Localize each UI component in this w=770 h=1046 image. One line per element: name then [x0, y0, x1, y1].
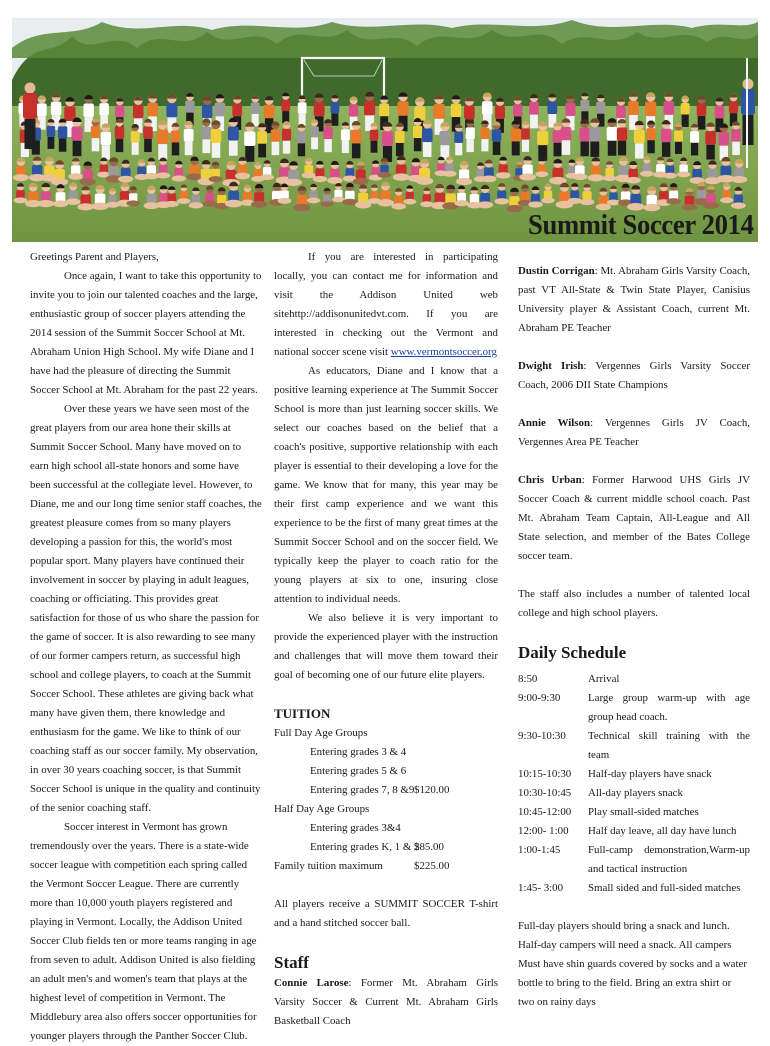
player-figure	[521, 121, 530, 152]
player-figure	[184, 121, 194, 155]
coach-description: : Former Mt. Abraham Girls Varsity Soccer & Current Mt. Abraham Girls Basketball Coach	[274, 977, 498, 1027]
player-figure	[47, 119, 56, 149]
player-figure	[634, 121, 645, 159]
player-figure	[454, 124, 463, 155]
player-figure	[115, 119, 124, 152]
tuition-row	[274, 743, 498, 762]
player-figure	[731, 121, 741, 155]
player-figure	[171, 123, 180, 156]
letter-paragraph-1: Once again, I want to take this opportunity to invite you to join our talented coaches and the large, enthusiastic group of soccer players attending the 2014 session of the Summit Soccer School at Mt. Abraham Union High School. My wife Diane and I have had the pleasure of directing the Summit Soccer School at Mt. Abraham for the past 22 years.	[30, 270, 262, 396]
player-figure	[481, 120, 490, 151]
tuition-row	[274, 724, 498, 743]
player-figure	[690, 124, 699, 156]
tuition-label: Half Day Age Groups	[274, 803, 370, 815]
player-figure	[511, 120, 521, 155]
spacer	[518, 623, 750, 642]
player-figure	[382, 122, 393, 162]
player-figure	[185, 93, 194, 126]
player-figure	[719, 123, 730, 160]
tuition-label: Entering grades 7, 8 &9	[310, 784, 415, 796]
tuition-amount: $120.00	[414, 784, 450, 796]
player-figure	[271, 122, 281, 156]
staff-column	[518, 262, 750, 1012]
schedule-activity: Arrival	[588, 673, 620, 685]
player-figure	[561, 118, 571, 155]
player-figure	[244, 122, 255, 162]
spacer	[518, 395, 750, 414]
player-figure	[310, 119, 319, 149]
player-figure	[579, 119, 589, 156]
player-figure	[323, 119, 332, 152]
coach-description: : Vergennes Girls Varsity Soccer Coach, 2006 DII State Champions	[518, 360, 751, 391]
contact-text: If you are interested in participating locally, you can contact me for information and visit the Addison United web sitehttp://addisonunitedvt.com. If you are interested in checking out the Vermont and national soccer scene visit	[274, 251, 498, 358]
player-figure	[589, 118, 600, 157]
elite-paragraph: We also believe it is very important to provide the experienced player with the instruction and challenges that will move them toward their goal of becoming one of our future elite players.	[274, 612, 498, 681]
player-figure	[99, 95, 108, 128]
schedule-time: 10:15-10:30	[518, 768, 572, 780]
schedule-time: 9:30-10:30	[518, 730, 566, 742]
coach-name: Dwight Irish	[518, 360, 584, 372]
player-figure	[157, 120, 168, 159]
tuition-label: Entering grades K, 1 & 2	[310, 841, 420, 853]
letter-column	[30, 248, 262, 1046]
schedule-time: 9:00-9:30	[518, 692, 561, 704]
tuition-label: Family tuition maximum	[274, 860, 383, 872]
player-figure	[674, 123, 683, 154]
player-figure	[330, 95, 339, 126]
player-figure	[211, 120, 222, 158]
player-figure	[251, 95, 260, 126]
schedule-time: 10:45-12:00	[518, 806, 572, 818]
camp-notes: Full-day players should bring a snack and lunch. Half-day campers will need a snack. All campers Must have shin guards covered by socks and a water bottle to bring to the field. Bring an extra shirt or two on rainy days	[518, 920, 747, 1008]
educators-paragraph: As educators, Diane and I know that a positive learning experience at The Summit Soccer School is more than just learning soccer skills. We select our coaches based on the belief that a coach's positive, supportive relationship with each player is essential to their developing a love for the game. We know that for many, this year may be their first camp experience and we want this experience to be the first of many great times at the Summit Soccer School and on the soccer field. We typically keep the player to coach ratio for the young players at six to one, insuring close attention to individual needs.	[274, 365, 498, 605]
tuition-label: Full Day Age Groups	[274, 727, 368, 739]
player-figure	[228, 118, 239, 156]
player-figure	[131, 124, 140, 155]
tuition-row	[274, 781, 498, 800]
player-figure	[143, 119, 152, 152]
schedule-activity: Large group warm-up with age group head coach.	[588, 692, 750, 723]
coach-entry	[518, 357, 750, 395]
tuition-row	[274, 762, 498, 781]
schedule-time: 8:50	[518, 673, 538, 685]
letter-greeting: Greetings Parent and Players,	[30, 251, 159, 263]
player-figure	[548, 93, 558, 127]
player-figure	[281, 93, 290, 124]
tuition-label: Entering grades 3&4	[310, 822, 401, 834]
player-figure	[537, 122, 548, 161]
player-figure	[492, 122, 501, 155]
coach-name: Dustin Corrigan	[518, 265, 595, 277]
tuition-row	[274, 857, 498, 876]
schedule-table	[518, 670, 750, 898]
player-figure	[439, 122, 450, 161]
player-figure	[257, 123, 267, 157]
player-figure	[370, 123, 379, 153]
tuition-note: All players receive a SUMMIT SOCCER T-shirt and a hand stitched soccer ball.	[274, 898, 498, 929]
player-figure	[553, 122, 563, 156]
schedule-row	[518, 689, 750, 727]
schedule-activity: Small sided and full-sided matches	[588, 882, 741, 894]
schedule-activity: Technical skill training with the team	[588, 730, 750, 761]
tuition-label: Entering grades 3 & 4	[310, 746, 407, 758]
player-figure	[282, 121, 291, 153]
player-figure	[646, 120, 655, 153]
tuition-amount: $85.00	[414, 841, 444, 853]
schedule-time: 1:00-1:45	[518, 844, 561, 856]
player-figure	[298, 95, 307, 125]
spacer	[274, 685, 498, 704]
player-figure	[413, 118, 422, 151]
tuition-amount: $225.00	[414, 860, 450, 872]
player-figure	[58, 119, 67, 152]
player-figure	[422, 120, 433, 157]
spacer	[518, 452, 750, 471]
staff-heading: Staff	[274, 953, 309, 972]
player-figure	[101, 123, 111, 159]
player-figure	[466, 120, 475, 152]
player-figure	[661, 120, 671, 157]
schedule-row	[518, 879, 750, 898]
letter-paragraph-3: Soccer interest in Vermont has grown tremendously over the years. There is a state-wide soccer league with competition each spring called the Vermont Soccer League. There are currently more than 10,000 youth players registered and playing in Vermont. Locally, the Addison United Soccer Club fields ten or more teams ranging in age from seven to adult. Addison United is also fielding an adult men's and women's team that plays at the highest level of competition in Vermont. The Middlebury area also offers soccer opportunities for younger players through the Panther Soccer Club.	[30, 821, 257, 1042]
schedule-row	[518, 727, 750, 765]
player-figure	[91, 118, 100, 151]
page-title: Summit Soccer 2014	[528, 209, 754, 241]
schedule-time: 1:45- 3:00	[518, 882, 564, 894]
spacer	[518, 338, 750, 357]
coach-name: Annie Wilson	[518, 417, 591, 429]
schedule-activity: Play small-sided matches	[588, 806, 699, 818]
coach-description: : Vergennes Girls JV Coach, Vergennes Area PE Teacher	[518, 417, 750, 448]
coach-entry	[518, 414, 750, 452]
player-figure	[705, 122, 716, 159]
player-figure	[297, 124, 306, 156]
schedule-row	[518, 841, 750, 879]
spacer	[274, 876, 498, 895]
schedule-activity: All-day players snack	[588, 787, 683, 799]
info-column	[274, 248, 498, 1031]
schedule-time: 12:00- 1:00	[518, 825, 569, 837]
tuition-row	[274, 838, 498, 857]
coach-entry	[518, 471, 750, 566]
schedule-row	[518, 784, 750, 803]
coach-description: : Former Harwood UHS Girls JV Soccer Coach & current middle school coach. Past Mt. Abraham Team Captain, All-League and All State selection, and member of the Bates College soccer team.	[518, 474, 750, 562]
spacer	[518, 566, 750, 585]
player-figure	[729, 94, 738, 126]
player-figure	[71, 117, 82, 156]
coach-name: Chris Urban	[518, 474, 582, 486]
coach-entry	[518, 262, 750, 338]
tuition-heading: TUITION	[274, 706, 331, 721]
tuition-table	[274, 724, 498, 876]
player-figure	[607, 118, 618, 156]
player-figure	[681, 96, 690, 127]
schedule-activity: Half-day players have snack	[588, 768, 712, 780]
coach-list	[518, 262, 750, 585]
tuition-row	[274, 800, 498, 819]
schedule-activity: Half day leave, all day have lunch	[588, 825, 737, 837]
staff-note: The staff also includes a number of talented local college and high school players.	[518, 588, 750, 619]
coach-description: : Mt. Abraham Girls Varsity Coach, past VT All-State & Twin State Player, Canisius University player & Assistant Coach, current Mt. Abraham PE Teacher	[518, 265, 750, 334]
spacer	[518, 898, 750, 917]
schedule-row	[518, 765, 750, 784]
schedule-heading: Daily Schedule	[518, 643, 627, 662]
schedule-row	[518, 822, 750, 841]
player-figure	[201, 118, 211, 153]
tuition-label: Entering grades 5 & 6	[310, 765, 407, 777]
player-figure	[341, 122, 350, 153]
schedule-time: 10:30-10:45	[518, 787, 572, 799]
spacer	[274, 933, 498, 952]
player-figure	[580, 92, 589, 123]
player-figure	[617, 119, 627, 155]
player-figure	[395, 123, 405, 157]
schedule-row	[518, 670, 750, 689]
schedule-activity: Full-camp demonstration,Warm-up and tactical instruction	[588, 844, 750, 875]
letter-paragraph-2: Over these years we have seen most of the great players from our area hone their skills at Summit Soccer School. Many have moved on to earn high school all-state honors and some have been successful at the collegiate level. However, to Diane, me and our long time senior staff coaches, the greatest pleasure comes from so many players developing a passion for this, the world's most popular sport. Many players have continued their involvement in soccer by playing in adult leagues, coaching or officiating. This provides great satisfaction for those of us who share the passion for the game of soccer. It is also rewarding to see many of our former campers return, as successful high school and college players, to coach at the Summit Soccer School. These athletes are giving back what many have given them, there knowledge and enthusiasm for the game. We like to think of our coaching staff as our soccer family. My observation, in over 30 years coaching soccer, is that Summit Soccer School is unique in the quality and continuity of the senior coaching staff.	[30, 403, 262, 814]
staff-entry	[274, 974, 498, 1031]
tuition-row	[274, 819, 498, 838]
vermont-soccer-link[interactable]: www.vermontsoccer.org	[390, 346, 497, 358]
player-figure	[529, 94, 539, 128]
player-figure	[351, 121, 362, 158]
coach-name: Connie Larose	[274, 977, 349, 989]
contact-paragraph	[274, 248, 498, 362]
schedule-row	[518, 803, 750, 822]
player-figure	[697, 96, 707, 130]
